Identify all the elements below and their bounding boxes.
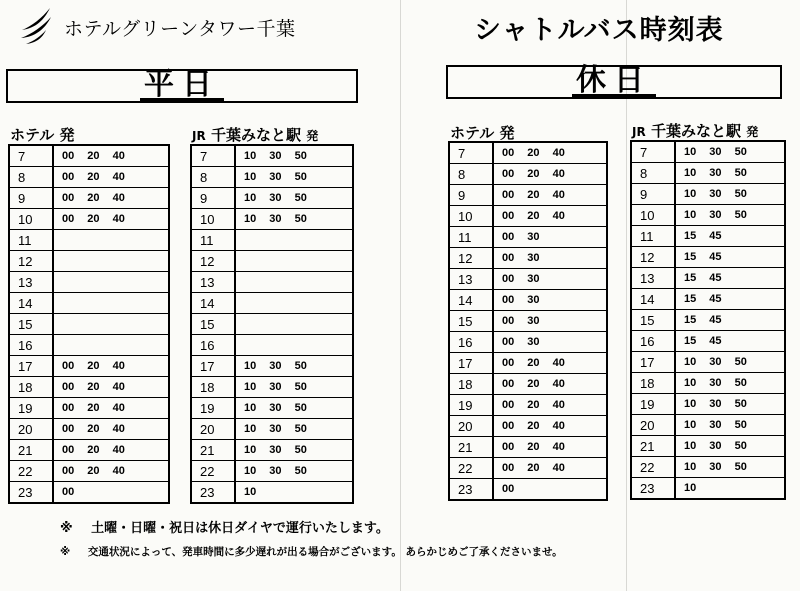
timetable-row	[9, 209, 169, 230]
hour-cell: 20	[191, 419, 235, 440]
minutes-cell: 15 45	[675, 289, 785, 310]
minutes-cell: 10 30 50	[235, 356, 353, 377]
hour-cell: 23	[191, 482, 235, 504]
timetable-row	[449, 332, 607, 353]
timetable-row	[191, 482, 353, 504]
hotel-name: ホテルグリーンタワー千葉	[64, 18, 296, 40]
station-name: 千葉みなと駅	[210, 126, 301, 144]
hour-cell: 17	[449, 353, 493, 374]
minutes-cell: 10 30 50	[235, 145, 353, 167]
minutes-cell: 00 30	[493, 227, 607, 248]
timetable-row	[9, 314, 169, 335]
timetable-row	[631, 394, 785, 415]
weekday-station-timetable	[190, 144, 354, 504]
timetable-row	[631, 184, 785, 205]
timetable-row	[631, 478, 785, 500]
minutes-cell	[235, 272, 353, 293]
hour-cell: 14	[631, 289, 675, 310]
note-holiday-schedule	[60, 517, 389, 536]
hour-cell: 18	[449, 374, 493, 395]
timetable-row	[9, 440, 169, 461]
timetable-row	[631, 457, 785, 478]
hour-cell: 8	[449, 164, 493, 185]
hour-cell: 16	[191, 335, 235, 356]
timetable-row	[9, 461, 169, 482]
minutes-cell: 10 30 50	[235, 461, 353, 482]
hour-cell: 9	[9, 188, 53, 209]
timetable-row	[631, 352, 785, 373]
weekday-header	[6, 66, 358, 103]
minutes-cell: 00 20 40	[493, 374, 607, 395]
minutes-cell: 00 20 40	[53, 419, 169, 440]
hour-cell: 8	[9, 167, 53, 188]
timetable-row	[449, 269, 607, 290]
minutes-cell: 10	[675, 478, 785, 500]
timetable-row	[449, 185, 607, 206]
timetable-row	[9, 356, 169, 377]
timetable-row	[449, 311, 607, 332]
hour-cell: 12	[631, 247, 675, 268]
timetable-row	[191, 251, 353, 272]
hour-cell: 20	[631, 415, 675, 436]
minutes-cell: 00 20 40	[53, 377, 169, 398]
timetable-row	[9, 272, 169, 293]
timetable-row	[9, 419, 169, 440]
hour-cell: 13	[9, 272, 53, 293]
timetable-row	[9, 398, 169, 419]
hour-cell: 14	[9, 293, 53, 314]
hour-cell: 15	[191, 314, 235, 335]
minutes-cell: 10 30 50	[675, 373, 785, 394]
holiday-station-header	[632, 120, 758, 141]
timetable-row	[449, 227, 607, 248]
timetable-row	[449, 248, 607, 269]
holiday-label: 休日	[572, 68, 656, 97]
minutes-cell: 00 20 40	[493, 142, 607, 164]
timetable-row	[631, 436, 785, 457]
timetable-row	[9, 145, 169, 167]
timetable-row	[449, 206, 607, 227]
note-mark: ※	[60, 521, 73, 536]
timetable-row	[191, 398, 353, 419]
hour-cell: 13	[631, 268, 675, 289]
timetable-row	[631, 331, 785, 352]
minutes-cell: 00 30	[493, 248, 607, 269]
minutes-cell	[53, 314, 169, 335]
hour-cell: 21	[9, 440, 53, 461]
minutes-cell: 15 45	[675, 268, 785, 289]
timetable-row	[191, 167, 353, 188]
hour-cell: 17	[9, 356, 53, 377]
hour-cell: 8	[191, 167, 235, 188]
hour-cell: 9	[449, 185, 493, 206]
hour-cell: 20	[9, 419, 53, 440]
hotel-logo-icon	[18, 6, 54, 46]
note-text: 交通状況によって、発車時間に多少遅れが出る場合がございます。 あらかじめご了承くださいませ。	[87, 546, 563, 558]
timetable-row	[191, 272, 353, 293]
page-title: シャトルバス時刻表	[474, 15, 724, 46]
minutes-cell	[53, 335, 169, 356]
minutes-cell	[53, 251, 169, 272]
holiday-header	[446, 62, 782, 99]
timetable-row	[191, 230, 353, 251]
timetable-row	[9, 251, 169, 272]
hour-cell: 7	[631, 141, 675, 163]
minutes-cell: 10 30 50	[235, 209, 353, 230]
holiday-station-timetable	[630, 140, 786, 500]
paper-fold	[400, 0, 401, 591]
timetable-row	[191, 335, 353, 356]
hour-cell: 17	[631, 352, 675, 373]
hour-cell: 9	[631, 184, 675, 205]
minutes-cell: 00 20 40	[493, 185, 607, 206]
minutes-cell: 00 20 40	[493, 206, 607, 227]
minutes-cell: 10 30 50	[235, 188, 353, 209]
minutes-cell: 10 30 50	[235, 398, 353, 419]
note-text: 土曜・日曜・祝日は休日ダイヤで運行いたします。	[91, 521, 389, 536]
minutes-cell: 10 30 50	[235, 377, 353, 398]
hour-cell: 12	[449, 248, 493, 269]
hour-cell: 12	[191, 251, 235, 272]
timetable-row	[449, 479, 607, 501]
hour-cell: 21	[191, 440, 235, 461]
station-name: 千葉みなと駅	[650, 122, 741, 140]
hour-cell: 19	[449, 395, 493, 416]
minutes-cell: 10 30 50	[675, 352, 785, 373]
minutes-cell: 10 30 50	[675, 415, 785, 436]
hour-cell: 22	[191, 461, 235, 482]
hour-cell: 7	[449, 142, 493, 164]
holiday-hotel-header: ホテル 発	[450, 124, 515, 142]
hour-cell: 22	[631, 457, 675, 478]
hour-cell: 8	[631, 163, 675, 184]
timetable-row	[631, 415, 785, 436]
weekday-hotel-timetable	[8, 144, 170, 504]
timetable-row	[191, 293, 353, 314]
timetable-row	[631, 226, 785, 247]
hour-cell: 10	[449, 206, 493, 227]
minutes-cell	[235, 335, 353, 356]
hour-cell: 15	[449, 311, 493, 332]
timetable-row	[9, 167, 169, 188]
minutes-cell: 10 30 50	[235, 419, 353, 440]
timetable-row	[449, 416, 607, 437]
minutes-cell: 00 20 40	[493, 395, 607, 416]
station-suffix: 発	[306, 129, 319, 143]
note-mark: ※	[60, 546, 71, 558]
hour-cell: 22	[449, 458, 493, 479]
hour-cell: 14	[449, 290, 493, 311]
hour-cell: 19	[9, 398, 53, 419]
timetable-row	[449, 374, 607, 395]
holiday-hotel-timetable	[448, 141, 608, 501]
minutes-cell: 10 30 50	[235, 440, 353, 461]
timetable-row	[191, 314, 353, 335]
hour-cell: 19	[631, 394, 675, 415]
timetable-row	[9, 335, 169, 356]
note-traffic-delay	[60, 544, 563, 559]
timetable-row	[9, 377, 169, 398]
minutes-cell: 00 30	[493, 290, 607, 311]
timetable-row	[449, 290, 607, 311]
hour-cell: 18	[9, 377, 53, 398]
hour-cell: 10	[631, 205, 675, 226]
station-suffix: 発	[746, 125, 759, 139]
minutes-cell: 15 45	[675, 226, 785, 247]
hour-cell: 11	[631, 226, 675, 247]
hour-cell: 10	[191, 209, 235, 230]
timetable-row	[631, 163, 785, 184]
hour-cell: 22	[9, 461, 53, 482]
minutes-cell	[53, 293, 169, 314]
minutes-cell: 10 30 50	[235, 167, 353, 188]
minutes-cell	[235, 230, 353, 251]
minutes-cell: 00 20 40	[493, 164, 607, 185]
minutes-cell: 10	[235, 482, 353, 504]
hour-cell: 15	[631, 310, 675, 331]
minutes-cell: 00 20 40	[493, 437, 607, 458]
minutes-cell: 00 30	[493, 311, 607, 332]
timetable-row	[631, 268, 785, 289]
minutes-cell: 00 20 40	[493, 458, 607, 479]
hour-cell: 19	[191, 398, 235, 419]
minutes-cell: 15 45	[675, 247, 785, 268]
hour-cell: 23	[631, 478, 675, 500]
station-prefix: JR	[632, 125, 646, 139]
minutes-cell: 00 20 40	[53, 398, 169, 419]
hour-cell: 16	[449, 332, 493, 353]
hour-cell: 9	[191, 188, 235, 209]
minutes-cell: 10 30 50	[675, 457, 785, 478]
hour-cell: 23	[9, 482, 53, 504]
timetable-row	[631, 373, 785, 394]
timetable-row	[191, 377, 353, 398]
timetable-row	[449, 395, 607, 416]
timetable-row	[191, 419, 353, 440]
minutes-cell: 15 45	[675, 310, 785, 331]
timetable-row	[449, 458, 607, 479]
hour-cell: 13	[449, 269, 493, 290]
weekday-station-header	[192, 124, 318, 145]
minutes-cell: 00 20 40	[53, 440, 169, 461]
timetable-row	[9, 188, 169, 209]
minutes-cell: 00 30	[493, 269, 607, 290]
timetable-row	[449, 353, 607, 374]
hour-cell: 10	[9, 209, 53, 230]
hour-cell: 16	[9, 335, 53, 356]
minutes-cell	[235, 314, 353, 335]
minutes-cell: 00 20 40	[53, 145, 169, 167]
timetable-row	[449, 164, 607, 185]
minutes-cell: 00 20 40	[53, 209, 169, 230]
minutes-cell: 00 20 40	[53, 167, 169, 188]
hour-cell: 7	[9, 145, 53, 167]
minutes-cell: 10 30 50	[675, 163, 785, 184]
hour-cell: 17	[191, 356, 235, 377]
hour-cell: 11	[9, 230, 53, 251]
hour-cell: 21	[631, 436, 675, 457]
hour-cell: 12	[9, 251, 53, 272]
minutes-cell: 10 30 50	[675, 205, 785, 226]
hour-cell: 13	[191, 272, 235, 293]
timetable-row	[191, 145, 353, 167]
station-prefix: JR	[192, 129, 206, 143]
hour-cell: 7	[191, 145, 235, 167]
minutes-cell: 00 20 40	[53, 461, 169, 482]
minutes-cell: 00 20 40	[53, 356, 169, 377]
timetable-row	[631, 310, 785, 331]
timetable-row	[631, 205, 785, 226]
minutes-cell: 00 20 40	[493, 416, 607, 437]
minutes-cell: 00	[493, 479, 607, 501]
timetable-row	[631, 289, 785, 310]
hour-cell: 21	[449, 437, 493, 458]
minutes-cell: 10 30 50	[675, 184, 785, 205]
minutes-cell	[235, 251, 353, 272]
minutes-cell: 10 30 50	[675, 394, 785, 415]
timetable-row	[631, 247, 785, 268]
timetable-row	[191, 356, 353, 377]
weekday-hotel-header: ホテル 発	[10, 126, 75, 144]
minutes-cell: 00 20 40	[53, 188, 169, 209]
minutes-cell: 15 45	[675, 331, 785, 352]
minutes-cell	[235, 293, 353, 314]
minutes-cell: 00 30	[493, 332, 607, 353]
minutes-cell	[53, 230, 169, 251]
hour-cell: 20	[449, 416, 493, 437]
minutes-cell: 10 30 50	[675, 436, 785, 457]
timetable-row	[191, 188, 353, 209]
timetable-row	[631, 141, 785, 163]
timetable-row	[9, 230, 169, 251]
minutes-cell	[53, 272, 169, 293]
minutes-cell: 00 20 40	[493, 353, 607, 374]
weekday-label: 平日	[140, 72, 224, 101]
timetable-row	[449, 437, 607, 458]
timetable-row	[191, 209, 353, 230]
hour-cell: 16	[631, 331, 675, 352]
minutes-cell: 10 30 50	[675, 141, 785, 163]
hour-cell: 14	[191, 293, 235, 314]
timetable-row	[191, 461, 353, 482]
timetable-row	[449, 142, 607, 164]
hour-cell: 18	[631, 373, 675, 394]
hour-cell: 15	[9, 314, 53, 335]
hour-cell: 11	[449, 227, 493, 248]
hour-cell: 23	[449, 479, 493, 501]
timetable-row	[9, 482, 169, 504]
timetable-row	[9, 293, 169, 314]
timetable-row	[191, 440, 353, 461]
minutes-cell: 00	[53, 482, 169, 504]
hour-cell: 18	[191, 377, 235, 398]
hour-cell: 11	[191, 230, 235, 251]
